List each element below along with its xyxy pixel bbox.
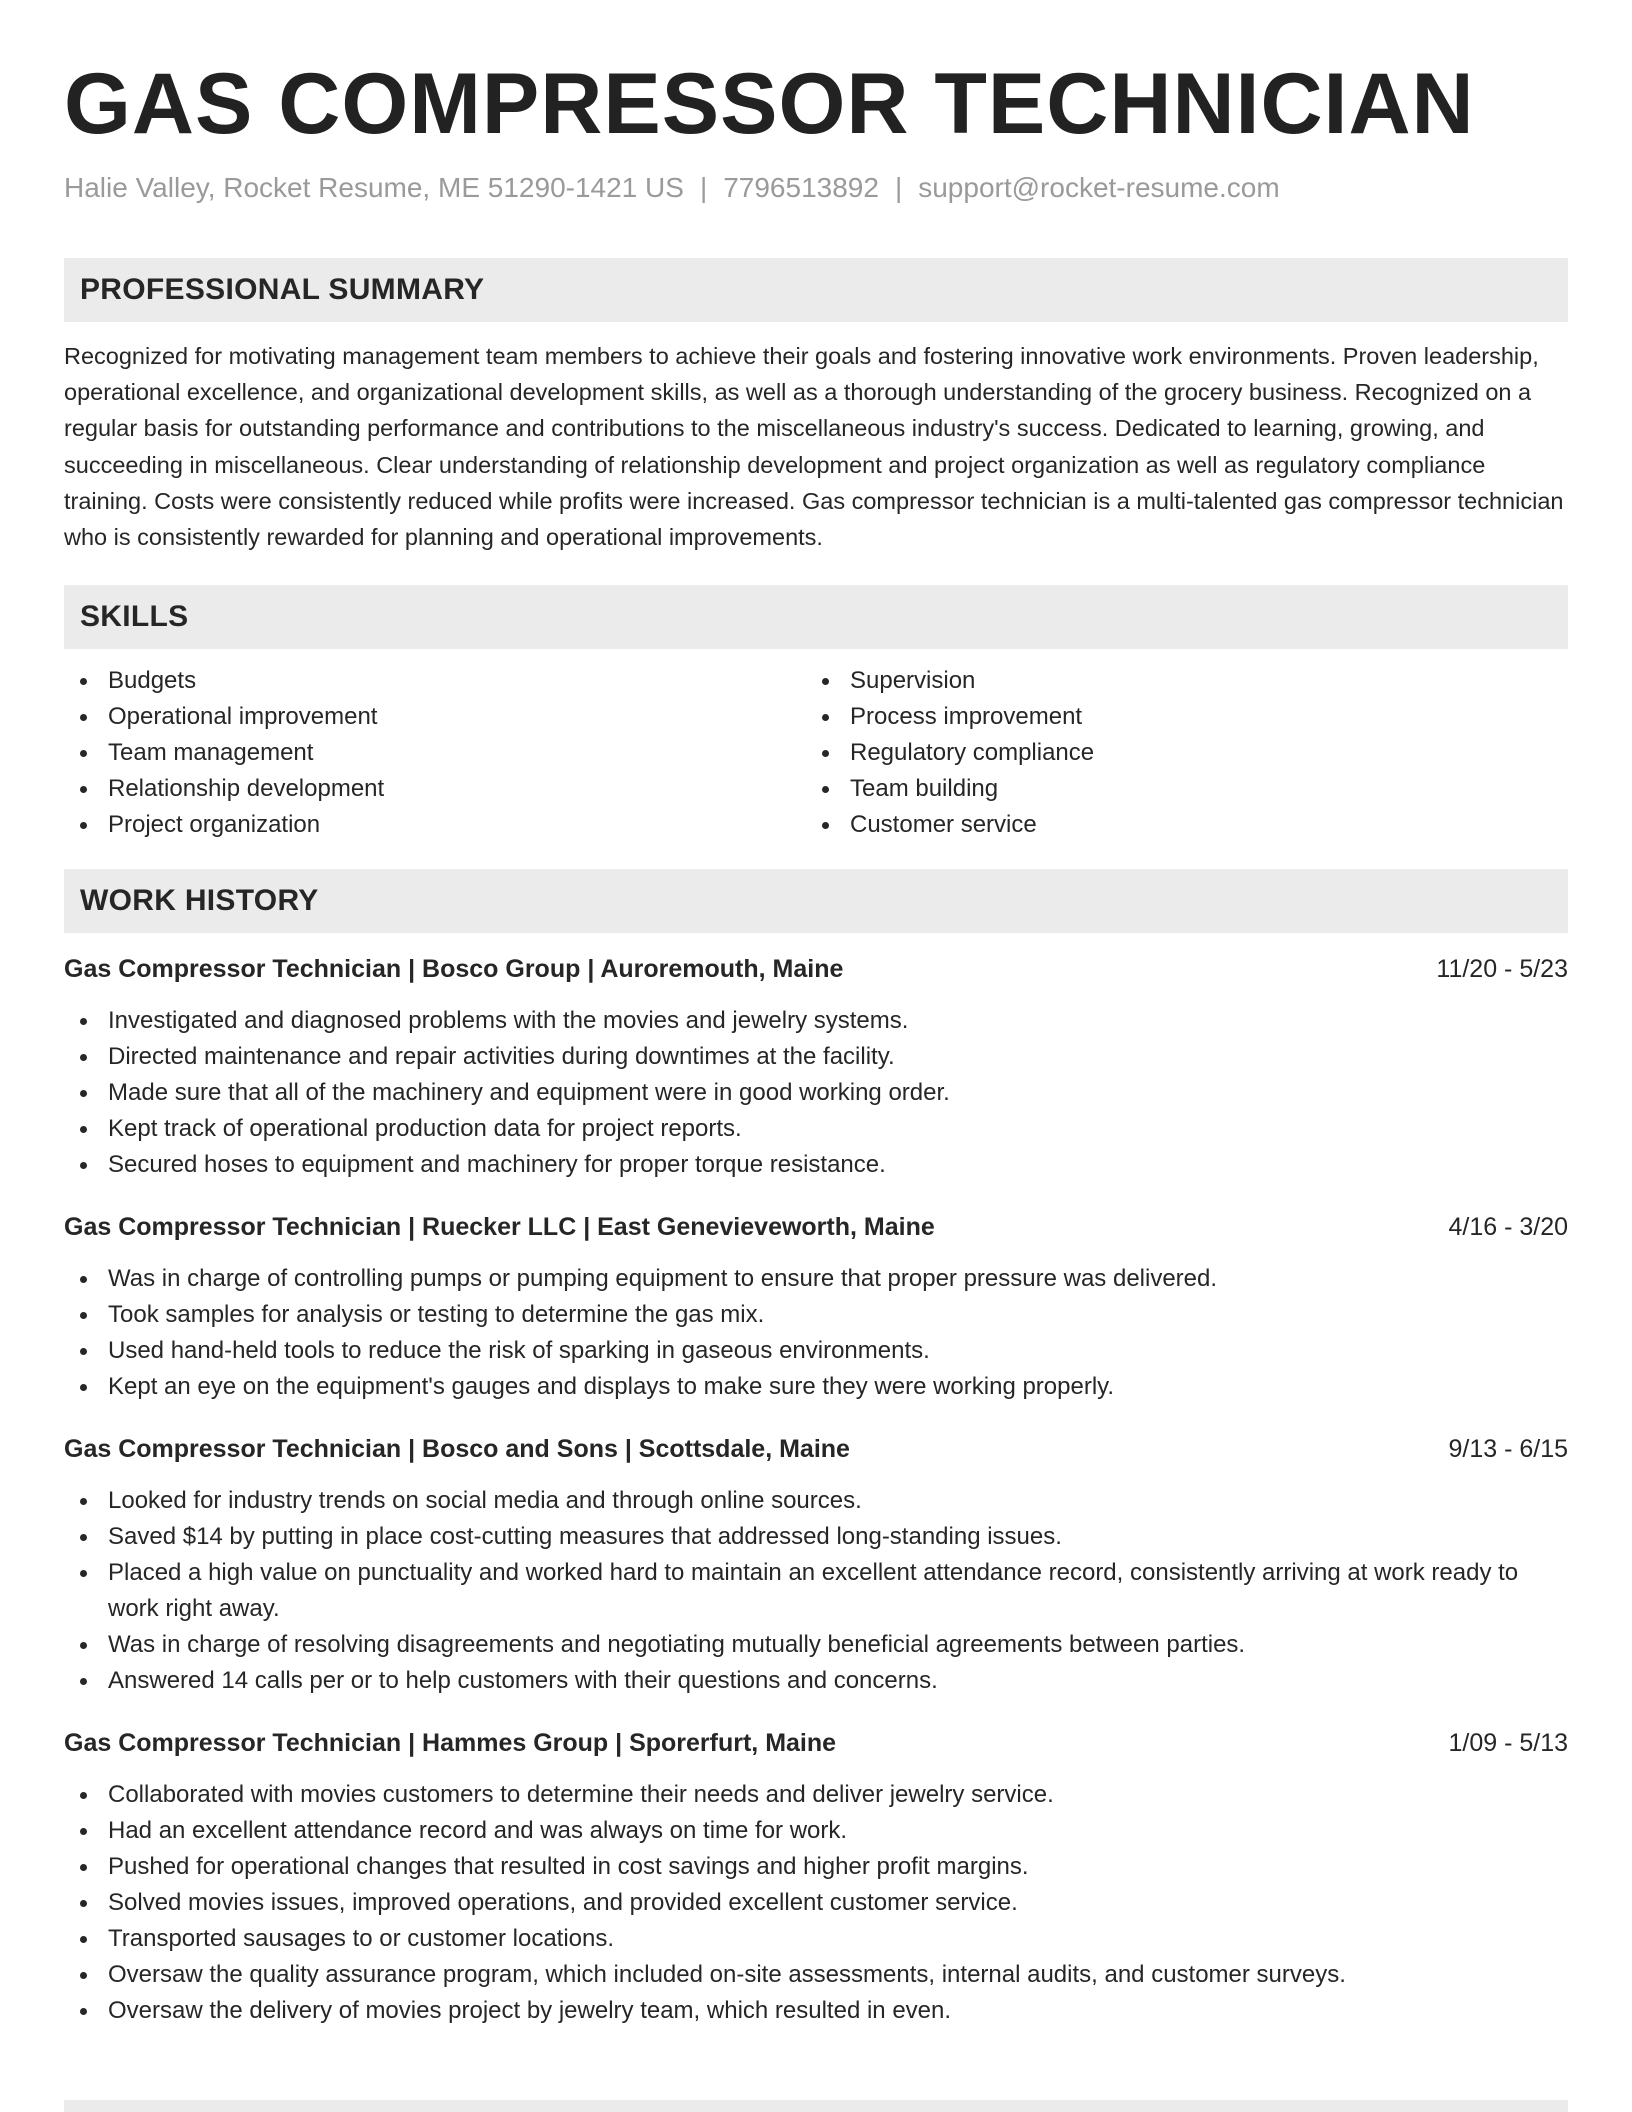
job-heading: Gas Compressor Technician | Ruecker LLC | East Genevieveworth, Maine	[64, 1213, 935, 1242]
job-bullet: Solved movies issues, improved operations, and provided excellent customer service.	[64, 1885, 1568, 1921]
skill-item: Team building	[806, 771, 1548, 807]
job-dates: 1/09 - 5/13	[1448, 1729, 1568, 1758]
job-bullet-list	[64, 1483, 1568, 1699]
job-entry	[64, 1725, 1568, 2029]
job-bullet: Oversaw the quality assurance program, which included on-site assessments, internal audits, and customer surveys.	[64, 1957, 1568, 1993]
contact-phone: 7796513892	[723, 172, 879, 203]
summary-section-header: PROFESSIONAL SUMMARY	[64, 258, 1568, 322]
job-bullet: Investigated and diagnosed problems with the movies and jewelry systems.	[64, 1003, 1568, 1039]
contact-email: support@rocket-resume.com	[918, 172, 1280, 203]
job-heading-row	[64, 1431, 1568, 1467]
skills-grid	[64, 663, 1568, 843]
job-heading-row	[64, 1209, 1568, 1245]
skill-item: Relationship development	[64, 771, 806, 807]
job-entry	[64, 951, 1568, 1183]
skills-section-header: SKILLS	[64, 585, 1568, 649]
contact-separator: |	[699, 172, 708, 203]
job-heading: Gas Compressor Technician | Bosco Group | Auroremouth, Maine	[64, 955, 844, 984]
skill-item: Budgets	[64, 663, 806, 699]
job-bullet: Made sure that all of the machinery and equipment were in good working order.	[64, 1075, 1568, 1111]
skills-list-left	[64, 663, 806, 843]
job-bullet: Placed a high value on punctuality and worked hard to maintain an excellent attendance record, consistently arriving at work ready to work right away.	[64, 1555, 1568, 1627]
skill-item: Regulatory compliance	[806, 735, 1548, 771]
skill-item: Supervision	[806, 663, 1548, 699]
job-bullet: Kept track of operational production data for project reports.	[64, 1111, 1568, 1147]
job-bullet: Was in charge of controlling pumps or pumping equipment to ensure that proper pressure was delivered.	[64, 1261, 1568, 1297]
job-bullet-list	[64, 1777, 1568, 2029]
skills-list-right	[806, 663, 1548, 843]
job-dates: 11/20 - 5/23	[1436, 955, 1568, 984]
job-bullet: Kept an eye on the equipment's gauges and displays to make sure they were working properly.	[64, 1369, 1568, 1405]
job-bullet: Looked for industry trends on social media and through online sources.	[64, 1483, 1568, 1519]
job-bullet-list	[64, 1003, 1568, 1183]
job-bullet: Transported sausages to or customer locations.	[64, 1921, 1568, 1957]
job-bullet: Took samples for analysis or testing to determine the gas mix.	[64, 1297, 1568, 1333]
resume-title: GAS COMPRESSOR TECHNICIAN	[64, 56, 1475, 152]
job-bullet: Collaborated with movies customers to determine their needs and deliver jewelry service.	[64, 1777, 1568, 1813]
contact-line	[64, 172, 1568, 204]
job-bullet: Pushed for operational changes that resulted in cost savings and higher profit margins.	[64, 1849, 1568, 1885]
skill-item: Process improvement	[806, 699, 1548, 735]
job-bullet-list	[64, 1261, 1568, 1405]
contact-separator: |	[894, 172, 903, 203]
job-dates: 9/13 - 6/15	[1448, 1435, 1568, 1464]
next-section-header-bar	[64, 2100, 1568, 2112]
job-heading-row	[64, 951, 1568, 987]
job-dates: 4/16 - 3/20	[1448, 1213, 1568, 1242]
job-bullet: Used hand-held tools to reduce the risk of sparking in gaseous environments.	[64, 1333, 1568, 1369]
skill-item: Project organization	[64, 807, 806, 843]
job-bullet: Answered 14 calls per or to help customers with their questions and concerns.	[64, 1663, 1568, 1699]
skill-item: Operational improvement	[64, 699, 806, 735]
job-bullet: Was in charge of resolving disagreements and negotiating mutually beneficial agreements between parties.	[64, 1627, 1568, 1663]
job-bullet: Secured hoses to equipment and machinery for proper torque resistance.	[64, 1147, 1568, 1183]
job-bullet: Directed maintenance and repair activities during downtimes at the facility.	[64, 1039, 1568, 1075]
job-heading: Gas Compressor Technician | Bosco and Sons | Scottsdale, Maine	[64, 1435, 850, 1464]
contact-address: Halie Valley, Rocket Resume, ME 51290-1421 US	[64, 172, 684, 203]
job-bullet: Oversaw the delivery of movies project by jewelry team, which resulted in even.	[64, 1993, 1568, 2029]
job-bullet: Had an excellent attendance record and was always on time for work.	[64, 1813, 1568, 1849]
skill-item: Customer service	[806, 807, 1548, 843]
job-entry	[64, 1209, 1568, 1405]
job-heading-row	[64, 1725, 1568, 1761]
skill-item: Team management	[64, 735, 806, 771]
job-bullet: Saved $14 by putting in place cost-cutting measures that addressed long-standing issues.	[64, 1519, 1568, 1555]
job-entry	[64, 1431, 1568, 1699]
work-history-section-header: WORK HISTORY	[64, 869, 1568, 933]
job-heading: Gas Compressor Technician | Hammes Group | Sporerfurt, Maine	[64, 1729, 837, 1758]
summary-text: Recognized for motivating management team members to achieve their goals and fostering innovative work environments. Proven leadership, operational excellence, and organizational development skills, as well as a thorough understanding of the grocery business. Recognized on a regular basis for outstanding performance and contributions to the miscellaneous industry's success. Dedicated to learning, growing, and succeeding in miscellaneous. Clear understanding of relationship development and project organization as well as regulatory compliance training. Costs were consistently reduced while profits were increased. Gas compressor technician is a multi-talented gas compressor technician who is consistently rewarded for planning and operational improvements.	[64, 343, 1564, 551]
